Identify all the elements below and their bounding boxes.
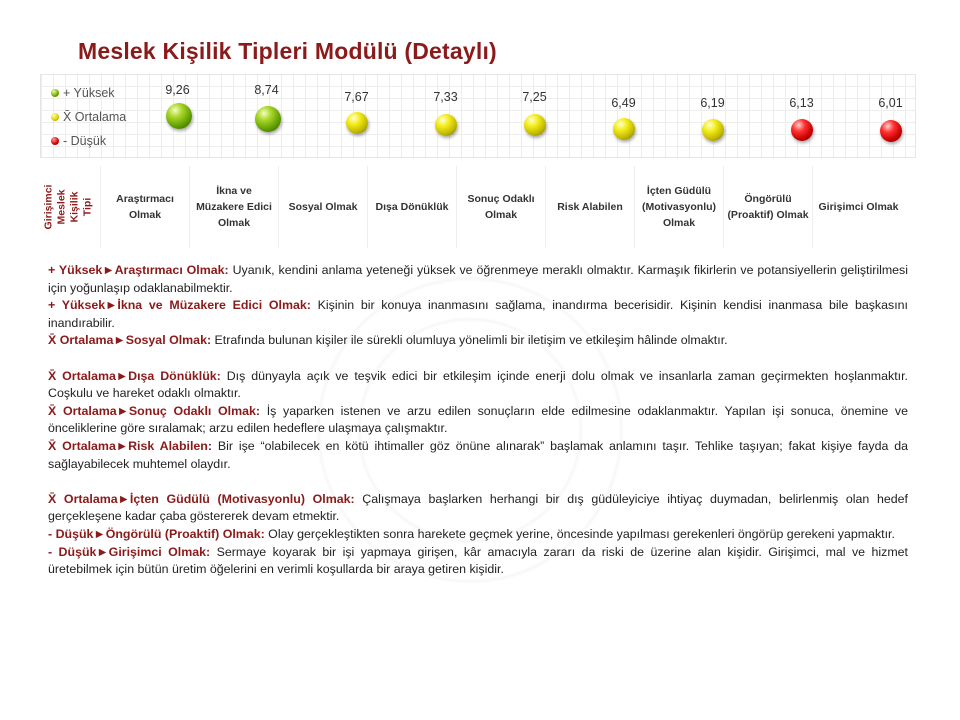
description-label: + Yüksek►İkna ve Müzakere Edici Olmak: — [48, 298, 311, 313]
description-label: + Yüksek►Araştırmacı Olmak: — [48, 263, 229, 277]
column-header: Girişimci Olmak — [812, 166, 904, 248]
description-label: X̄ Ortalama►İçten Güdülü (Motivasyonlu) Olmak: — [48, 491, 355, 506]
description-label: X̄ Ortalama►Sonuç Odaklı Olmak: — [48, 403, 261, 418]
chart-legend — [51, 81, 126, 153]
description-label: X̄ Ortalama►Sosyal Olmak: — [48, 333, 212, 348]
data-label: 8,74 — [254, 83, 279, 97]
data-point-red-ball — [791, 119, 813, 141]
description-text: Dış dünyayla açık ve teşvik edici bir etkileşim içinde enerji dolu olmak ve insanlarla zaman geçirmekten hoşlanmaktır. Coşkulu ve hareket odaklı olmaktır. — [48, 368, 908, 401]
description-label: X̄ Ortalama►Dışa Dönüklük: — [48, 368, 221, 383]
descriptions — [48, 262, 908, 579]
legend-label: + Yüksek — [63, 86, 115, 100]
description-text: Olay gerçekleştikten sonra harekete geçmek yerine, öncesinde yapılması gerekenleri öngörüp gerekeni yapmaktır. — [264, 526, 895, 541]
description-text: Etrafında bulunan kişiler ile sürekli olumluya yönelimli bir iletişim ve etkileşim hâlinde olmaktır. — [211, 333, 728, 348]
data-label: 9,26 — [165, 83, 190, 97]
description-paragraph — [48, 526, 908, 544]
description-label: - Düşük►Öngörülü (Proaktif) Olmak: — [48, 526, 265, 541]
column-header: Dışa Dönüklük — [367, 166, 456, 248]
column-header: Risk Alabilen — [545, 166, 634, 248]
description-label: - Düşük►Girişimci Olmak: — [48, 544, 211, 559]
description-text: Bir işe “olabilecek en kötü ihtimaller göz önüne alınarak” başlamak anlamını taşır. Tehlike taşıyan; fakat kişiye fayda da sağlayabilecek muhtemel olaydır. — [48, 438, 908, 471]
data-label: 7,25 — [522, 90, 547, 104]
data-label: 7,67 — [344, 90, 369, 104]
page-title: Meslek Kişilik Tipleri Modülü (Detaylı) — [78, 38, 497, 64]
data-point-yellow-ball — [346, 112, 368, 134]
data-label: 6,49 — [611, 96, 636, 110]
description-paragraph — [48, 438, 908, 473]
description-paragraph — [48, 297, 908, 332]
description-label: X̄ Ortalama►Risk Alabilen: — [48, 438, 212, 453]
personality-type-table — [40, 166, 916, 248]
column-header: Öngörülü (Proaktif) Olmak — [723, 166, 812, 248]
description-paragraph — [48, 332, 908, 350]
description-paragraph — [48, 544, 908, 579]
legend-item-low — [51, 129, 126, 153]
data-point-red-ball — [880, 120, 902, 142]
data-point-yellow-ball — [702, 119, 724, 141]
data-point-yellow-ball — [613, 118, 635, 140]
description-paragraph — [48, 368, 908, 403]
description-text: Kişinin bir konuya inanmasını sağlama, inandırma becerisidir. Kişinin kendisi inanmasa bile başkasını inandırabilir. — [48, 298, 908, 330]
data-label: 6,13 — [789, 96, 814, 110]
yellow-dot-icon — [51, 113, 59, 121]
row-header — [42, 166, 94, 248]
data-point-green-ball — [166, 103, 192, 129]
data-label: 6,01 — [878, 96, 903, 110]
data-label: 7,33 — [433, 90, 458, 104]
description-text: Uyanık, kendini anlama yeteneği yüksek ve öğrenmeye meraklı olmaktır. Karmaşık fikirlerin ve potansiyellerin geliştirilmesi için yoğunlaşıp odaklanabilmektir. — [48, 263, 909, 295]
legend-label: X̄ Ortalama — [63, 110, 127, 124]
column-header: Sonuç Odaklı Olmak — [456, 166, 545, 248]
red-dot-icon — [51, 137, 59, 145]
data-point-green-ball — [255, 106, 281, 132]
data-label: 6,19 — [700, 96, 725, 110]
description-text: Çalışmaya başlarken herhangi bir dış güdüleyiciye ihtiyaç duymadan, belirlenmiş olan hedef gerçekleşene kadar çaba göstererek devam etmektir. — [48, 491, 908, 524]
description-text: İş yaparken istenen ve arzu edilen sonuçların elde edilmesine odaklanmaktır. Yapılan işi sonuca, önemine ve önceliklerine göre sıralamak; arzu edilen hedeflere ulaşmaya çalışmaktır. — [48, 403, 908, 436]
legend-item-average — [51, 105, 126, 129]
column-header: Araştırmacı Olmak — [100, 166, 189, 248]
green-dot-icon — [51, 89, 59, 97]
description-paragraph — [48, 491, 908, 526]
score-chart — [40, 74, 916, 158]
legend-label: - Düşük — [63, 134, 107, 148]
data-point-yellow-ball — [435, 114, 457, 136]
description-paragraph — [48, 262, 908, 297]
column-header: İçten Güdülü (Motivasyonlu) Olmak — [634, 166, 723, 248]
legend-item-high — [51, 81, 126, 105]
description-paragraph — [48, 403, 908, 438]
description-text: Sermaye koyarak bir işi yapmaya girişen, kâr amacıyla zararı da riski de üzerine alan kişidir. Girişimci, mal ve hizmet üretebilmek için bütün üretim öğelerini en verimli koşullarda bir araya getiren kişidir. — [48, 544, 908, 577]
column-header: İkna ve Müzakere Edici Olmak — [189, 166, 278, 248]
row-header-label: Girişimci Meslek Kişilik Tipi — [42, 184, 94, 230]
data-point-yellow-ball — [524, 114, 546, 136]
column-header: Sosyal Olmak — [278, 166, 367, 248]
